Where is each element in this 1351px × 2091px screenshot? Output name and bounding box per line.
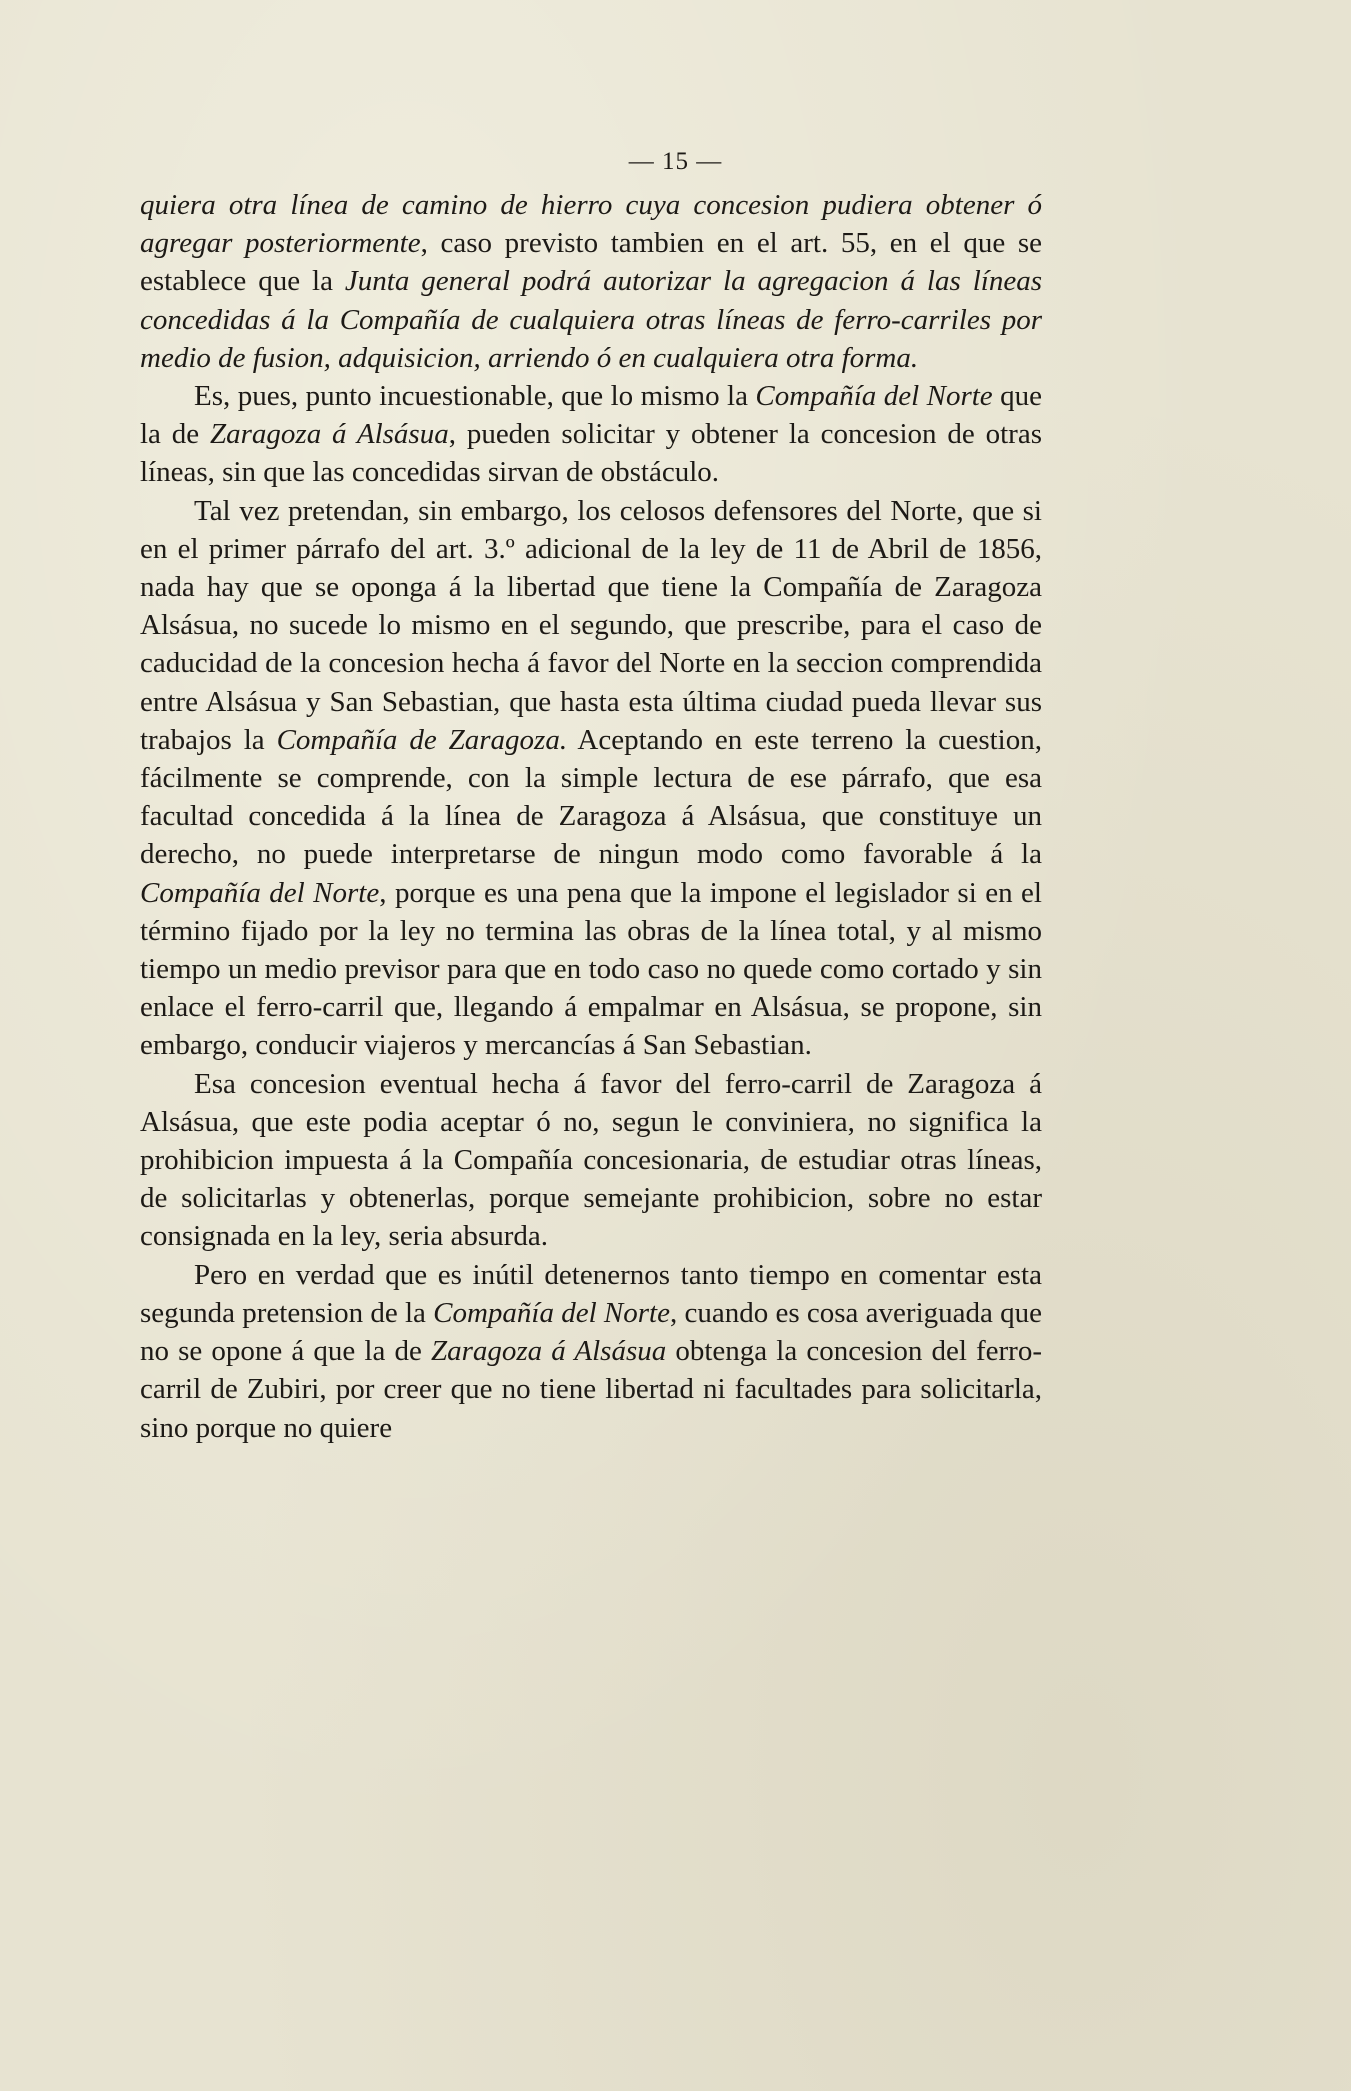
page-number: — 15 — (628, 148, 723, 175)
paragraph (140, 492, 1042, 1065)
italic-text-segment: Compañía del Norte (433, 1296, 670, 1329)
paragraph (140, 377, 1042, 492)
text-segment: Es, pues, punto incuestionable, que lo mismo la (194, 380, 756, 413)
italic-text-segment: Junta general podrá autorizar la agregacion á las líneas concedidas á la Compañía de cualquiera otras líneas de ferro-carriles por medio de fusion, adquisicion, arriendo ó en cualquiera otra forma. (140, 265, 1042, 374)
text-segment: obtenga la concesion del ferro-carril de Zubiri, por creer que no tiene libertad ni facultades para solicitarla, sino porque no quiere (140, 1335, 1042, 1444)
italic-text-segment: quiera otra línea de camino de hierro cuya concesion pudiera obtener ó agregar posteriormente (140, 189, 1042, 260)
text-segment: Tal vez pretendan, sin embargo, los celosos defensores del Norte, que si en el primer párrafo del art. 3.º adicional de la ley de 11 de Abril de 1856, nada hay que se oponga á la libertad que tiene la Compañía de Zaragoza Alsásua, no sucede lo mismo en el segundo, que prescribe, para el caso de caducidad de la concesion hecha á favor del Norte en la seccion comprendida entre Alsásua y San Sebastian, que hasta esta última ciudad pueda llevar sus trabajos la (140, 494, 1042, 756)
body-text (140, 186, 1042, 1447)
paragraph (140, 1065, 1042, 1256)
italic-text-segment: Zaragoza á Alsásua (430, 1335, 667, 1368)
italic-text-segment: Compañía del Norte (755, 380, 993, 413)
text-segment: , pueden solicitar y obtener la concesion de otras líneas, sin que las concedidas sirvan de obstáculo. (140, 418, 1042, 489)
italic-text-segment: Zaragoza á Alsásua (210, 418, 449, 451)
text-segment: Esa concesion eventual hecha á favor del ferro-carril de Zaragoza á Alsásua, que este podia aceptar ó no, segun le conviniera, no significa la prohibicion impuesta á la Compañía concesionaria, de estudiar otras líneas, de solicitarlas y obtenerlas, porque semejante prohibicion, sobre no estar consignada en la ley, seria absurda. (140, 1067, 1042, 1253)
text-segment: Pero en verdad que es inútil detenernos tanto tiempo en comentar esta segunda pretension de la (140, 1258, 1042, 1329)
paragraph (140, 1256, 1042, 1447)
text-segment: , caso previsto tambien en el art. 55, en el que se establece que la (140, 227, 1043, 298)
text-segment: que la de (140, 380, 1042, 451)
paragraph (140, 186, 1042, 377)
text-segment: , porque es una pena que la impone el legislador si en el término fijado por la ley no termina las obras de la línea total, y al mismo tiempo un medio previsor para que en todo caso no quede como cortado y sin enlace el ferro-carril que, llegando á empalmar en Alsásua, se propone, sin embargo, conducir viajeros y mercancías á San Sebastian. (140, 876, 1042, 1062)
italic-text-segment: Compañía del Norte (140, 876, 380, 909)
italic-text-segment: Compañía de Zaragoza. (276, 723, 568, 756)
text-segment: Aceptando en este terreno la cuestion, fácilmente se comprende, con la simple lectura de ese párrafo, que esa facultad concedida á la línea de Zaragoza á Alsásua, que constituye un derecho, no puede interpretarse de ningun modo como favorable á la (140, 723, 1042, 871)
text-segment: , cuando es cosa averiguada que no se opone á que la de (140, 1296, 1042, 1368)
